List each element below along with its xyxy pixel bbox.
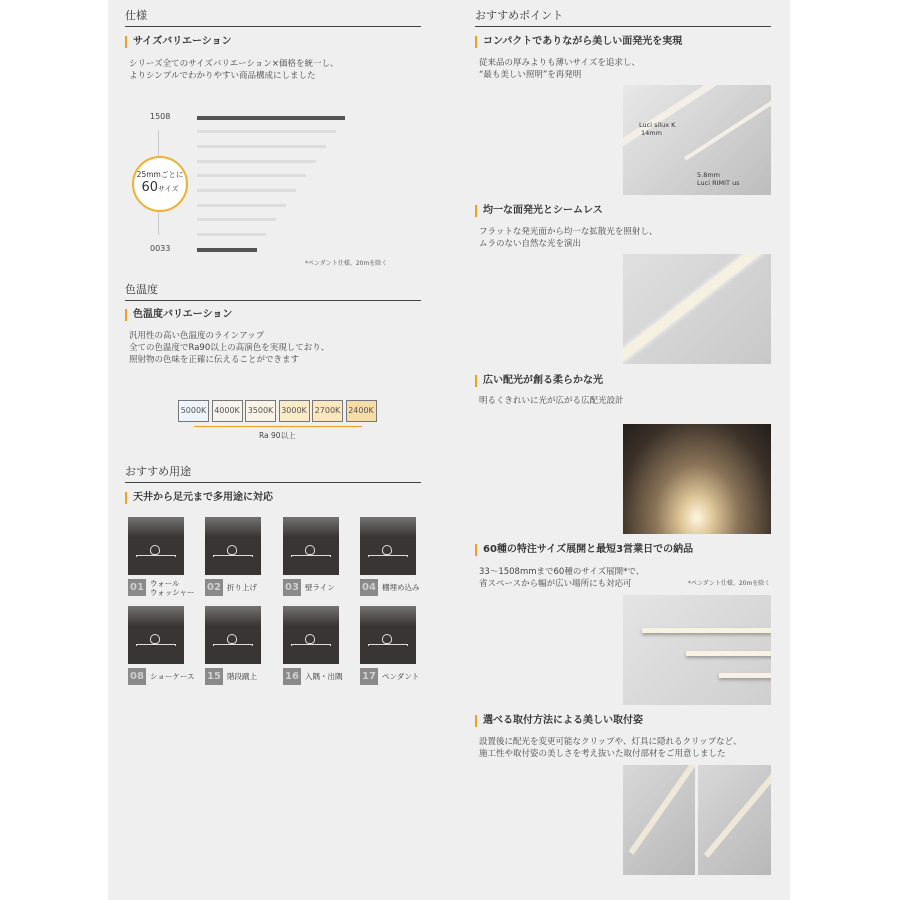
size-bar [197,248,257,252]
size-badge [132,156,188,212]
usage-icon-01 [128,517,184,575]
size-max-label: 1508 [150,112,171,121]
point-description: 設置後に配光を変更可能なクリップや、灯具に隠れるクリップなど、 施工性や取付姿の美しさを考え抜いた取付部材をご用意しました [479,737,742,759]
light-bar [642,628,771,633]
label-a-name: Luci silux K [639,121,676,129]
point-heading: 広い配光が創る柔らかな光 [475,375,603,387]
size-bar [197,174,306,177]
section-title-points: おすすめポイント [475,7,771,27]
wide-distribution-photo [623,424,771,534]
usage-label: 棚埋め込み [382,583,420,592]
section-title-color: 色温度 [125,281,421,301]
seamless-light-photo [623,254,771,364]
size-bar [197,204,286,207]
usage-label: 入隅・出隅 [305,672,343,681]
size-bar [197,145,326,148]
mount-photo-1 [623,765,695,875]
subheading-size-variation: サイズバリエーション [125,36,232,48]
point-heading: 均一な面発光とシームレス [475,205,603,217]
point-heading: コンパクトでありながら美しい面発光を実現 [475,36,682,48]
compact-light-photo [623,85,771,195]
usage-number: 04 [360,579,378,596]
color-swatch-3000k: 3000K [279,400,310,422]
usage-icon-17 [360,606,416,664]
point-description: フラットな発光面から均一な拡散光を照射し、 ムラのない自然な光を演出 [479,227,658,249]
usage-icon-15 [205,606,261,664]
section-title-spec: 仕様 [125,7,421,27]
badge-unit: サイズ [158,185,179,193]
usage-number: 16 [283,668,301,685]
mount-photo-2 [698,765,771,875]
usage-label: ウォール ウォッシャー [150,579,195,597]
size-bar [197,160,316,163]
custom-size-note: *ペンダント仕様、20mを除く [688,580,771,587]
size-note: *ペンダント仕様、20mを除く [305,260,388,267]
badge-number: 60 [141,180,159,195]
size-bar [197,130,336,133]
usage-label: ショーケース [150,672,195,681]
usage-icon-08 [128,606,184,664]
usage-icon-04 [360,517,416,575]
size-description: シリーズ全てのサイズバリエーション×価格を統一し、 よりシンプルでわかりやすい商品構成にしました [129,59,339,81]
usage-number: 03 [283,579,301,596]
light-bar [629,765,695,855]
color-description: 汎用性の高い色温度のラインアップ 全ての色温度でRa90以上の高演色を実現しており、 照射物の色味を正確に伝えることができます [129,331,330,365]
light-bar [686,651,771,656]
usage-label: 壁ライン [305,583,335,592]
ra-range-line [194,426,362,427]
size-bar [197,233,266,236]
usage-icon-02 [205,517,261,575]
light-bar [704,770,771,858]
point-heading: 選べる取付方法による美しい取付姿 [475,715,643,727]
section-title-usage: おすすめ用途 [125,463,421,483]
point-heading: 60種の特注サイズ展開と最短3営業日での納品 [475,544,693,556]
light-bar [623,254,771,363]
color-swatch-4000k: 4000K [212,400,243,422]
color-swatch-3500k: 3500K [245,400,276,422]
size-min-label: 0033 [150,244,171,253]
label-b-name: Luci RIMIT us [697,179,740,187]
usage-icon-16 [283,606,339,664]
label-a-size: 14mm [641,129,662,137]
subheading-color-variation: 色温度バリエーション [125,309,232,321]
usage-icon-03 [283,517,339,575]
usage-label: ペンダント [382,672,420,681]
light-bar [719,673,771,678]
custom-size-photo [623,595,771,705]
usage-number: 08 [128,668,146,685]
subheading-usage: 天井から足元まで多用途に対応 [125,492,273,504]
badge-top-text: 25mmごとに [136,170,184,179]
point-description: 明るくきれいに光が広がる広配光設計 [479,396,624,406]
usage-number: 02 [205,579,223,596]
label-b-size: 5.8mm [697,171,721,179]
size-bar [197,218,276,221]
color-swatch-5000k: 5000K [178,400,209,422]
point-description: 従来品の厚みよりも薄いサイズを追求し、 “最も美しい照明”を再発明 [479,58,640,80]
color-swatch-2400k: 2400K [346,400,377,422]
color-swatch-2700k: 2700K [312,400,343,422]
usage-label: 折り上げ [227,583,257,592]
usage-label: 階段蹴上 [227,672,257,681]
usage-number: 15 [205,668,223,685]
size-bar [197,116,345,120]
point-description: 33〜1508mmまで60種のサイズ展開*で、 省スペースから幅が広い場所にも対応可 [479,567,645,589]
usage-number: 17 [360,668,378,685]
usage-number: 01 [128,579,146,596]
size-bar [197,189,296,192]
ra-label: Ra 90以上 [259,431,296,440]
